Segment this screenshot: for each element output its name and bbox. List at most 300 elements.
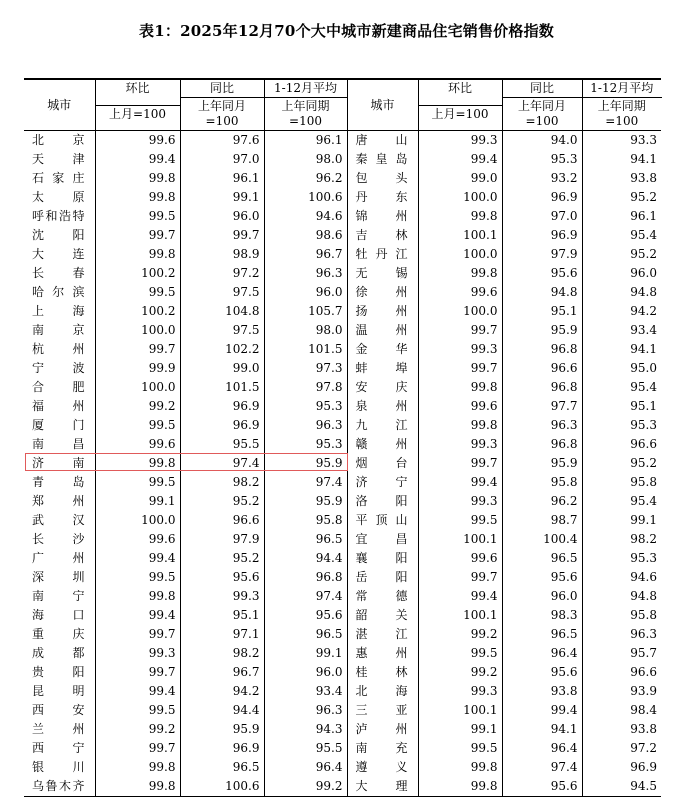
table-row <box>24 416 661 435</box>
city-name: 银川 <box>24 758 95 777</box>
avg-value: 97.3 <box>264 359 347 378</box>
yoy-value: 95.2 <box>180 492 264 511</box>
header-city: 城市 <box>24 79 95 131</box>
mom-value: 99.3 <box>418 435 502 454</box>
table-row <box>24 682 661 701</box>
yoy-value: 97.4 <box>180 454 264 473</box>
avg-value: 94.6 <box>630 570 657 584</box>
city-name: 成都 <box>24 644 95 663</box>
city-name: 韶关 <box>347 606 418 625</box>
yoy-value: 97.1 <box>180 625 264 644</box>
mom-value: 99.6 <box>418 283 502 302</box>
table-row <box>24 378 661 397</box>
yoy-value: 96.5 <box>180 758 264 777</box>
avg-value: 94.4 <box>264 549 347 568</box>
yoy-value: 96.9 <box>180 739 264 758</box>
yoy-value: 98.2 <box>180 644 264 663</box>
avg-value: 97.4 <box>264 473 347 492</box>
mom-value: 99.8 <box>95 777 180 797</box>
avg-value: 96.2 <box>264 169 347 188</box>
mom-value: 99.7 <box>418 568 502 587</box>
header-yoy-base-2: 上年同月 =100 <box>502 96 582 131</box>
city-name: 合肥 <box>24 378 95 397</box>
city-name: 常德 <box>347 587 418 606</box>
avg-value: 96.1 <box>264 131 347 151</box>
mom-value: 99.8 <box>95 587 180 606</box>
avg-value: 94.8 <box>630 285 657 299</box>
yoy-value: 96.5 <box>502 549 582 568</box>
city-name: 北京 <box>24 131 95 151</box>
avg-value: 95.1 <box>630 399 657 413</box>
yoy-value: 101.5 <box>180 378 264 397</box>
avg-value: 95.8 <box>630 475 657 489</box>
table-row <box>24 207 661 226</box>
yoy-value: 96.9 <box>502 188 582 207</box>
yoy-value: 94.8 <box>502 283 582 302</box>
table-row <box>24 720 661 739</box>
table-row <box>24 587 661 606</box>
avg-value: 96.6 <box>630 665 657 679</box>
avg-value: 100.6 <box>264 188 347 207</box>
table-row <box>24 264 661 283</box>
mom-value: 99.9 <box>95 359 180 378</box>
yoy-value: 102.2 <box>180 340 264 359</box>
mom-value: 100.1 <box>418 226 502 245</box>
avg-value: 95.7 <box>630 646 657 660</box>
table-row <box>24 226 661 245</box>
yoy-value: 97.5 <box>180 321 264 340</box>
city-name: 唐山 <box>347 131 418 151</box>
yoy-value: 96.5 <box>502 625 582 644</box>
city-name: 济南 <box>24 454 95 473</box>
mom-value: 99.3 <box>418 492 502 511</box>
avg-value: 96.5 <box>264 530 347 549</box>
yoy-value: 104.8 <box>180 302 264 321</box>
city-name: 大理 <box>347 777 418 797</box>
city-name: 贵阳 <box>24 663 95 682</box>
city-name: 南昌 <box>24 435 95 454</box>
mom-value: 99.4 <box>95 150 180 169</box>
table-row <box>24 321 661 340</box>
mom-value: 99.5 <box>418 739 502 758</box>
yoy-value: 96.2 <box>502 492 582 511</box>
mom-value: 100.1 <box>418 701 502 720</box>
city-name: 长春 <box>24 264 95 283</box>
avg-value: 96.3 <box>264 416 347 435</box>
city-name: 武汉 <box>24 511 95 530</box>
mom-value: 99.6 <box>95 435 180 454</box>
city-name: 蚌埠 <box>347 359 418 378</box>
avg-value: 96.6 <box>630 437 657 451</box>
city-name: 哈尔滨 <box>24 283 95 302</box>
avg-value: 98.6 <box>264 226 347 245</box>
mom-value: 99.8 <box>418 207 502 226</box>
table-row <box>24 473 661 492</box>
yoy-value: 95.9 <box>502 454 582 473</box>
mom-value: 99.3 <box>418 131 502 151</box>
yoy-value: 95.6 <box>502 568 582 587</box>
header-avg-2: 1-12月平均 <box>582 79 661 96</box>
header-yoy: 同比 <box>180 79 264 96</box>
city-name: 大连 <box>24 245 95 264</box>
yoy-value: 98.2 <box>180 473 264 492</box>
yoy-value: 97.4 <box>502 758 582 777</box>
mom-value: 99.2 <box>418 663 502 682</box>
mom-value: 99.8 <box>418 264 502 283</box>
city-name: 九江 <box>347 416 418 435</box>
mom-value: 99.4 <box>418 473 502 492</box>
avg-value: 96.0 <box>264 283 347 302</box>
table-row <box>24 568 661 587</box>
avg-value: 93.9 <box>630 684 657 698</box>
mom-value: 99.2 <box>418 625 502 644</box>
mom-value: 99.5 <box>95 283 180 302</box>
yoy-value: 99.7 <box>180 226 264 245</box>
table-row <box>24 777 661 797</box>
city-name: 济宁 <box>347 473 418 492</box>
yoy-value: 94.1 <box>502 720 582 739</box>
avg-value: 95.9 <box>264 454 347 473</box>
yoy-value: 100.4 <box>502 530 582 549</box>
yoy-value: 95.1 <box>180 606 264 625</box>
table-row <box>24 359 661 378</box>
avg-value: 95.2 <box>630 247 657 261</box>
avg-value: 96.7 <box>264 245 347 264</box>
mom-value: 99.7 <box>418 321 502 340</box>
yoy-value: 97.0 <box>180 150 264 169</box>
mom-value: 99.3 <box>418 682 502 701</box>
header-avg-base-2: 上年同期 =100 <box>582 96 661 131</box>
avg-value: 93.8 <box>630 722 657 736</box>
city-name: 西安 <box>24 701 95 720</box>
table-row <box>24 530 661 549</box>
city-name: 天津 <box>24 150 95 169</box>
city-name: 海口 <box>24 606 95 625</box>
mom-value: 99.7 <box>95 739 180 758</box>
avg-value: 96.3 <box>264 264 347 283</box>
avg-value: 95.4 <box>630 494 657 508</box>
city-name: 泉州 <box>347 397 418 416</box>
yoy-value: 97.5 <box>180 283 264 302</box>
avg-value: 98.0 <box>264 150 347 169</box>
avg-value: 96.8 <box>264 568 347 587</box>
city-name: 泸州 <box>347 720 418 739</box>
avg-value: 96.0 <box>264 663 347 682</box>
yoy-value: 96.1 <box>180 169 264 188</box>
city-name: 广州 <box>24 549 95 568</box>
avg-value: 95.8 <box>630 608 657 622</box>
avg-value: 93.4 <box>630 323 657 337</box>
yoy-value: 98.3 <box>502 606 582 625</box>
yoy-value: 94.4 <box>180 701 264 720</box>
table-row <box>24 549 661 568</box>
city-name: 赣州 <box>347 435 418 454</box>
mom-value: 99.8 <box>95 758 180 777</box>
mom-value: 99.8 <box>95 245 180 264</box>
city-name: 重庆 <box>24 625 95 644</box>
avg-value: 95.4 <box>630 380 657 394</box>
city-name: 桂林 <box>347 663 418 682</box>
avg-value: 98.4 <box>630 703 657 717</box>
mom-value: 99.4 <box>95 606 180 625</box>
city-name: 安庆 <box>347 378 418 397</box>
yoy-value: 97.0 <box>502 207 582 226</box>
mom-value: 99.7 <box>95 226 180 245</box>
yoy-value: 95.6 <box>180 568 264 587</box>
city-name: 北海 <box>347 682 418 701</box>
yoy-value: 94.0 <box>502 131 582 151</box>
avg-value: 95.3 <box>264 397 347 416</box>
city-name: 三亚 <box>347 701 418 720</box>
city-name: 呼和浩特 <box>24 207 95 226</box>
yoy-value: 96.3 <box>502 416 582 435</box>
city-name: 锦州 <box>347 207 418 226</box>
city-name: 南京 <box>24 321 95 340</box>
table-row <box>24 245 661 264</box>
city-name: 湛江 <box>347 625 418 644</box>
mom-value: 99.6 <box>418 549 502 568</box>
yoy-value: 96.9 <box>180 416 264 435</box>
yoy-value: 95.6 <box>502 264 582 283</box>
mom-value: 100.0 <box>95 511 180 530</box>
mom-value: 99.7 <box>95 625 180 644</box>
table-row <box>24 606 661 625</box>
mom-value: 100.0 <box>95 378 180 397</box>
table-row <box>24 131 661 151</box>
avg-value: 97.4 <box>264 587 347 606</box>
city-name: 包头 <box>347 169 418 188</box>
mom-value: 99.7 <box>95 340 180 359</box>
yoy-value: 97.6 <box>180 131 264 151</box>
avg-value: 95.2 <box>630 190 657 204</box>
city-name: 青岛 <box>24 473 95 492</box>
city-name: 上海 <box>24 302 95 321</box>
mom-value: 99.8 <box>95 454 180 473</box>
mom-value: 100.2 <box>95 264 180 283</box>
mom-value: 99.4 <box>95 682 180 701</box>
yoy-value: 97.2 <box>180 264 264 283</box>
mom-value: 99.8 <box>418 777 502 797</box>
yoy-value: 99.3 <box>180 587 264 606</box>
yoy-value: 96.0 <box>502 587 582 606</box>
city-name: 金华 <box>347 340 418 359</box>
yoy-value: 96.8 <box>502 340 582 359</box>
avg-value: 94.3 <box>264 720 347 739</box>
mom-value: 99.7 <box>418 359 502 378</box>
table-title: 表1：2025年12月70个大中城市新建商品住宅销售价格指数 <box>139 22 554 40</box>
avg-value: 96.5 <box>264 625 347 644</box>
city-name: 西宁 <box>24 739 95 758</box>
city-name: 福州 <box>24 397 95 416</box>
yoy-value: 95.1 <box>502 302 582 321</box>
avg-value: 94.6 <box>264 207 347 226</box>
city-name: 长沙 <box>24 530 95 549</box>
city-name: 徐州 <box>347 283 418 302</box>
table-row <box>24 739 661 758</box>
avg-value: 99.1 <box>630 513 657 527</box>
table-row <box>24 511 661 530</box>
header-mom: 环比 <box>95 79 180 96</box>
avg-value: 94.1 <box>630 342 657 356</box>
table-row <box>24 169 661 188</box>
table-row <box>24 644 661 663</box>
mom-value: 99.8 <box>418 378 502 397</box>
avg-value: 96.0 <box>630 266 657 280</box>
mom-value: 99.1 <box>418 720 502 739</box>
yoy-value: 96.6 <box>502 359 582 378</box>
city-name: 昆明 <box>24 682 95 701</box>
yoy-value: 93.8 <box>502 682 582 701</box>
header-yoy-base: 上年同月 =100 <box>180 96 264 131</box>
yoy-value: 98.7 <box>502 511 582 530</box>
mom-value: 99.5 <box>418 511 502 530</box>
mom-value: 99.6 <box>418 397 502 416</box>
avg-value: 95.4 <box>630 228 657 242</box>
city-name: 平顶山 <box>347 511 418 530</box>
city-name: 石家庄 <box>24 169 95 188</box>
table-row <box>24 701 661 720</box>
city-name: 南充 <box>347 739 418 758</box>
yoy-value: 94.2 <box>180 682 264 701</box>
mom-value: 99.1 <box>95 492 180 511</box>
city-name: 洛阳 <box>347 492 418 511</box>
yoy-value: 96.8 <box>502 435 582 454</box>
mom-value: 99.6 <box>95 131 180 151</box>
city-name: 太原 <box>24 188 95 207</box>
avg-value: 94.2 <box>630 304 657 318</box>
avg-value: 101.5 <box>264 340 347 359</box>
yoy-value: 97.9 <box>180 530 264 549</box>
city-name: 秦皇岛 <box>347 150 418 169</box>
yoy-value: 96.4 <box>502 739 582 758</box>
header-avg-base: 上年同期 =100 <box>264 96 347 131</box>
header-city-2: 城市 <box>347 79 418 131</box>
mom-value: 99.0 <box>418 169 502 188</box>
yoy-value: 97.7 <box>502 397 582 416</box>
city-name: 烟台 <box>347 454 418 473</box>
yoy-value: 95.6 <box>502 663 582 682</box>
avg-value: 105.7 <box>264 302 347 321</box>
city-name: 厦门 <box>24 416 95 435</box>
yoy-value: 93.2 <box>502 169 582 188</box>
mom-value: 99.8 <box>95 169 180 188</box>
mom-value: 100.0 <box>95 321 180 340</box>
avg-value: 95.8 <box>264 511 347 530</box>
mom-value: 99.4 <box>418 587 502 606</box>
yoy-value: 100.6 <box>180 777 264 797</box>
mom-value: 99.5 <box>95 701 180 720</box>
avg-value: 98.2 <box>630 532 657 546</box>
header-mom-2: 环比 <box>418 79 502 96</box>
avg-value: 99.1 <box>264 644 347 663</box>
avg-value: 96.3 <box>264 701 347 720</box>
avg-value: 95.2 <box>630 456 657 470</box>
yoy-value: 96.4 <box>502 644 582 663</box>
mom-value: 99.5 <box>95 207 180 226</box>
yoy-value: 96.6 <box>180 511 264 530</box>
avg-value: 93.8 <box>630 171 657 185</box>
header-mom-base: 上月=100 <box>95 96 180 131</box>
city-name: 温州 <box>347 321 418 340</box>
yoy-value: 99.4 <box>502 701 582 720</box>
table-row <box>24 758 661 777</box>
mom-value: 99.5 <box>418 644 502 663</box>
yoy-value: 97.9 <box>502 245 582 264</box>
city-name: 南宁 <box>24 587 95 606</box>
yoy-value: 95.2 <box>180 549 264 568</box>
mom-value: 100.1 <box>418 530 502 549</box>
mom-value: 99.5 <box>95 416 180 435</box>
city-name: 乌鲁木齐 <box>24 777 95 797</box>
table-row <box>24 663 661 682</box>
yoy-value: 96.8 <box>502 378 582 397</box>
header-mom-base-2: 上月=100 <box>418 96 502 131</box>
avg-value: 96.9 <box>630 760 657 774</box>
city-name: 岳阳 <box>347 568 418 587</box>
table-row <box>24 188 661 207</box>
avg-value: 96.3 <box>630 627 657 641</box>
mom-value: 99.2 <box>95 397 180 416</box>
mom-value: 100.0 <box>418 188 502 207</box>
mom-value: 99.8 <box>95 188 180 207</box>
mom-value: 100.0 <box>418 302 502 321</box>
mom-value: 99.4 <box>418 150 502 169</box>
yoy-value: 95.9 <box>180 720 264 739</box>
mom-value: 100.0 <box>418 245 502 264</box>
mom-value: 99.8 <box>418 416 502 435</box>
avg-value: 97.8 <box>264 378 347 397</box>
avg-value: 93.3 <box>630 133 657 147</box>
city-name: 宜昌 <box>347 530 418 549</box>
mom-value: 99.7 <box>418 454 502 473</box>
mom-value: 99.3 <box>418 340 502 359</box>
mom-value: 99.2 <box>95 720 180 739</box>
avg-value: 99.2 <box>264 777 347 797</box>
city-name: 遵义 <box>347 758 418 777</box>
table-row <box>24 397 661 416</box>
mom-value: 99.3 <box>95 644 180 663</box>
avg-value: 95.3 <box>630 418 657 432</box>
table-row <box>24 435 661 454</box>
yoy-value: 95.6 <box>502 777 582 797</box>
avg-value: 95.0 <box>630 361 657 375</box>
mom-value: 100.1 <box>418 606 502 625</box>
mom-value: 99.5 <box>95 473 180 492</box>
city-name: 丹东 <box>347 188 418 207</box>
city-name: 吉林 <box>347 226 418 245</box>
table-row <box>24 302 661 321</box>
avg-value: 94.5 <box>582 777 661 797</box>
mom-value: 99.6 <box>95 530 180 549</box>
avg-value: 97.2 <box>630 741 657 755</box>
yoy-value: 96.7 <box>180 663 264 682</box>
city-name: 兰州 <box>24 720 95 739</box>
city-name: 牡丹江 <box>347 245 418 264</box>
yoy-value: 95.9 <box>502 321 582 340</box>
city-name: 郑州 <box>24 492 95 511</box>
avg-value: 94.1 <box>630 152 657 166</box>
yoy-value: 95.8 <box>502 473 582 492</box>
city-name: 沈阳 <box>24 226 95 245</box>
mom-value: 99.7 <box>95 663 180 682</box>
table-row <box>24 150 661 169</box>
yoy-value: 95.5 <box>180 435 264 454</box>
mom-value: 99.5 <box>95 568 180 587</box>
avg-value: 95.9 <box>264 492 347 511</box>
yoy-value: 98.9 <box>180 245 264 264</box>
avg-value: 95.6 <box>264 606 347 625</box>
yoy-value: 95.3 <box>502 150 582 169</box>
